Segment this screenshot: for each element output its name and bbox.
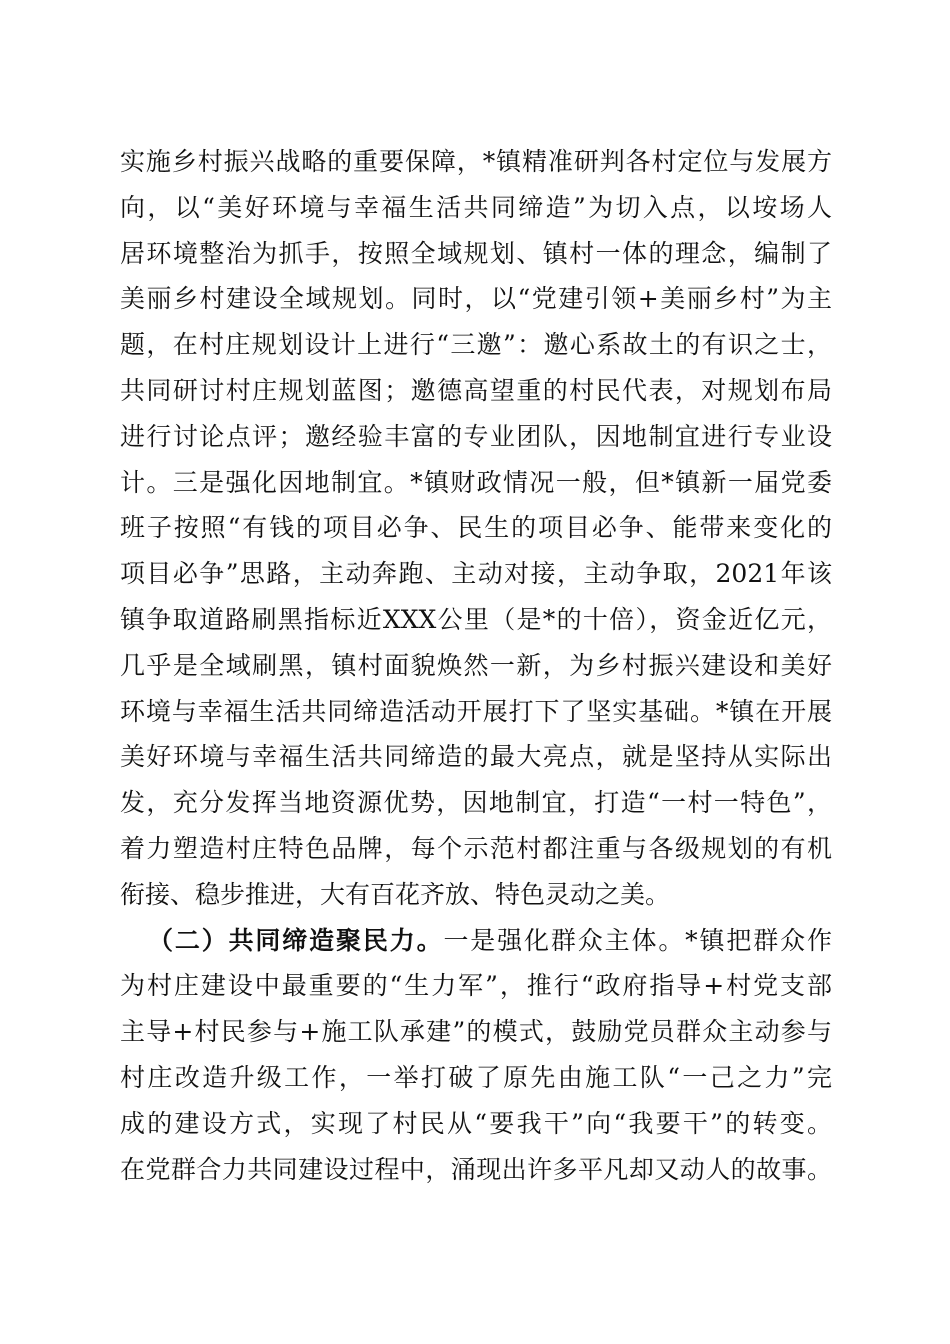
text-line: 计。三是强化因地制宜。*镇财政情况一般，但*镇新一届党委 [120, 467, 832, 497]
text-line: 居环境整治为抓手，按照全域规划、镇村一体的理念，编制了 [120, 238, 832, 268]
text-line: 班子按照“有钱的项目必争、民生的项目必争、能带来变化的 [120, 513, 832, 543]
text-line: 环境与幸福生活共同缔造活动开展打下了坚实基础。*镇在开展 [120, 696, 832, 726]
section-heading: （二）共同缔造聚民力。 [148, 925, 444, 955]
text-line: 实施乡村振兴战略的重要保障，*镇精准研判各村定位与发展方 [120, 147, 832, 176]
text-line: 项目必争”思路，主动奔跑、主动对接，主动争取，2021年该 [120, 559, 832, 589]
text-line: 村庄改造升级工作，一举打破了原先由施工队“一己之力”完 [120, 1062, 832, 1092]
text-line: 镇争取道路刷黑指标近XXX公里（是*的十倍），资金近亿元， [120, 604, 832, 634]
text-line: 衔接、稳步推进，大有百花齐放、特色灵动之美。 [120, 879, 671, 909]
text-line: 主导+村民参与+施工队承建”的模式，鼓励党员群众主动参与 [120, 1017, 832, 1047]
text-line: 为村庄建设中最重要的“生力军”，推行“政府指导+村党支部 [120, 971, 832, 1001]
text-line: 向，以“美好环境与幸福生活共同缔造”为切入点，以垵场人 [120, 192, 832, 222]
text-line: 几乎是全域刷黑，镇村面貌焕然一新，为乡村振兴建设和美好 [120, 650, 832, 680]
body-text [120, 139, 832, 1192]
paragraph-1 [120, 139, 832, 918]
text-line: 共同研讨村庄规划蓝图；邀德高望重的村民代表，对规划布局 [120, 375, 832, 405]
text-line: 发，充分发挥当地资源优势，因地制宜，打造“一村一特色”， [120, 788, 832, 818]
text-line: 着力塑造村庄特色品牌，每个示范村都注重与各级规划的有机 [120, 833, 832, 863]
text-line: 美丽乡村建设全域规划。同时，以“党建引领+美丽乡村”为主 [120, 284, 832, 314]
text-line: 进行讨论点评；邀经验丰富的专业团队，因地制宜进行专业设 [120, 421, 832, 451]
text-line: 在党群合力共同建设过程中，涌现出许多平凡却又动人的故事。 [120, 1154, 832, 1184]
text-line: 题，在村庄规划设计上进行“三邀”：邀心系故土的有识之士， [120, 330, 832, 360]
heading-line-rest: 一是强化群众主体。*镇把群众作 [443, 925, 832, 955]
text-line [120, 918, 832, 964]
text-line: 成的建设方式，实现了村民从“要我干”向“我要干”的转变。 [120, 1108, 832, 1138]
paragraph-2 [120, 918, 832, 1193]
text-line: 美好环境与幸福生活共同缔造的最大亮点，就是坚持从实际出 [120, 742, 832, 772]
